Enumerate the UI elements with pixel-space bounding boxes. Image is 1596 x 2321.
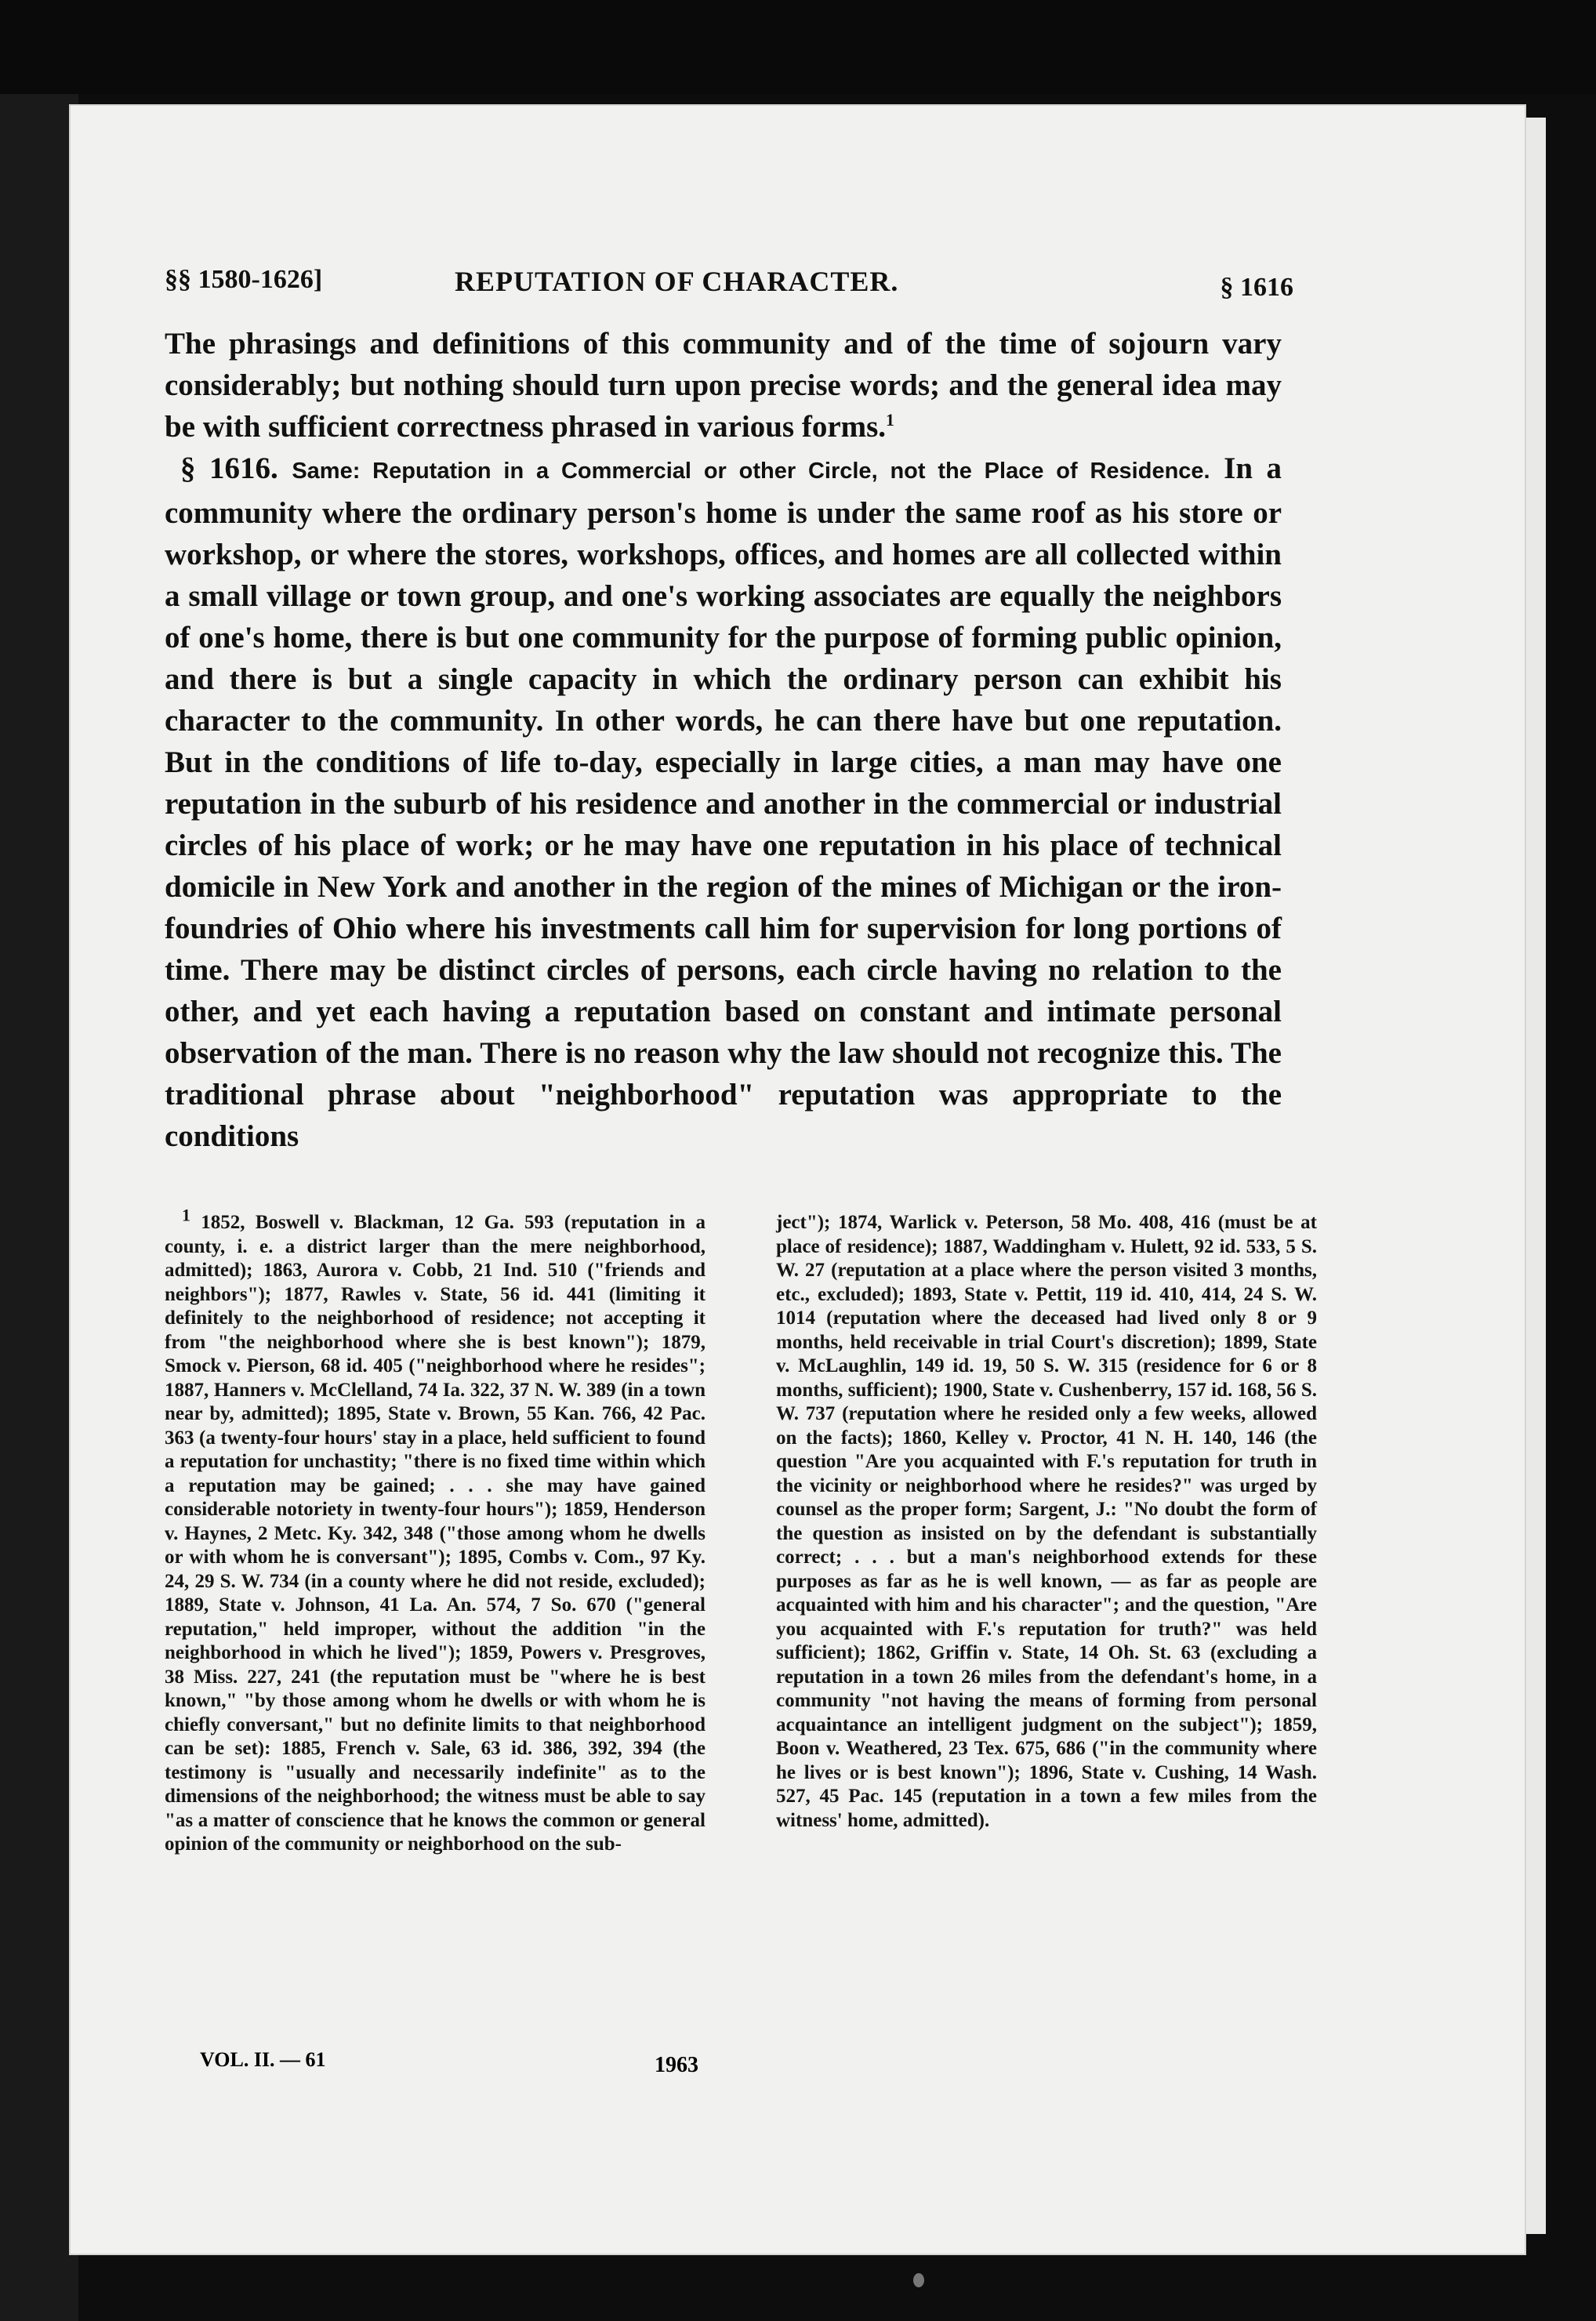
- header-title: REPUTATION OF CHARACTER.: [455, 266, 899, 297]
- footnote-reference: 1: [886, 410, 895, 430]
- section-paragraph: [165, 448, 1282, 1157]
- scan-border-top: [0, 0, 1596, 94]
- intro-paragraph: [165, 323, 1282, 448]
- scan-dust-mark: [913, 2273, 924, 2287]
- header-section-number: § 1616: [1220, 273, 1293, 302]
- footnote-mark: 1: [182, 1205, 190, 1225]
- footnote-column-right: [776, 1211, 1317, 1857]
- section-number: § 1616.: [180, 452, 278, 485]
- section-heading: Same: Reputation in a Commercial or other Circle, not the Place of Residence.: [292, 459, 1210, 484]
- running-header: [165, 259, 1293, 314]
- footnote-text-right: ject"); 1874, Warlick v. Peterson, 58 Mo. 408, 416 (must be at place of residence); 1887, Waddingham v. Hulett, 92 id. 533, 5 S. W. 27 (reputation at a place where the person visited 3 months, etc., excluded); 1893, State v. Pettit, 119 id. 410, 414, 24 S. W. 1014 (reputation where the deceased had lived only 8 or 9 months, held receivable in trial Court's discretion); 1899, State v. McLaughlin, 149 id. 19, 50 S. W. 315 (residence for 6 or 8 months, sufficient); 1900, State v. Cushenberry, 157 id. 168, 56 S. W. 737 (reputation where he resided only a few weeks, allowed on the facts); 1860, Kelley v. Proctor, 41 N. H. 140, 146 (the question "Are you acquainted with F.'s reputation for truth in the vicinity or neighborhood where he resides?" was urged by counsel as the proper form; Sargent, J.: "No doubt the form of the question as insisted on by the defendant is substantially correct; . . . but a man's neighborhood extends for these purposes as far as he is well known, — as far as people are acquainted with him and his character"; and the question, "Are you acquainted with F.'s reputation for truth?" was held sufficient); 1862, Griffin v. State, 14 Oh. St. 63 (excluding a reputation in a town 26 miles from the defendant's home, in a community "not having the means of forming from personal acquaintance an intelligent judgment on the subject"); 1859, Boon v. Weathered, 23 Tex. 675, 686 ("in the community where he lives or is best known"); 1896, State v. Cushing, 14 Wash. 527, 45 Pac. 145 (reputation in a town a few miles from the witness' home, admitted).: [776, 1212, 1317, 1831]
- body-text: [165, 323, 1282, 1157]
- footnote-text-left: 1852, Boswell v. Blackman, 12 Ga. 593 (reputation in a county, i. e. a district larger than the mere neighborhood, admitted); 1863, Aurora v. Cobb, 21 Ind. 510 ("friends and neighbors"); 1877, Rawles v. State, 56 id. 441 (limiting it definitely to the neighborhood of residence; not accepting it from "the neighborhood where she is best known"); 1879, Smock v. Pierson, 68 id. 405 ("neighborhood where he resides"; 1887, Hanners v. McClelland, 74 Ia. 322, 37 N. W. 389 (in a town near by, admitted); 1895, State v. Brown, 55 Kan. 766, 42 Pac. 363 (a twenty-four hours' stay in a place, held sufficient to found a reputation for unchastity; "there is no fixed time within which a reputation may be gained; . . . she may have gained considerable notoriety in twenty-four hours"); 1859, Henderson v. Haynes, 2 Metc. Ky. 342, 348 ("those among whom he dwells or with whom he is conversant"); 1895, Combs v. Com., 97 Ky. 24, 29 S. W. 734 (in a county where he did not reside, excluded); 1889, State v. Johnson, 41 La. An. 574, 7 So. 670 ("general reputation," held improper, without the addition "in the neighborhood in which he lived"); 1859, Powers v. Presgroves, 38 Miss. 227, 241 (the reputation must be "where he is best known," "by those among whom he dwells or with whom he is chiefly conversant," but no definite limits to that neighborhood can be set): 1885, French v. Sale, 63 id. 386, 392, 394 (the testimony is "usually and necessarily indefinite" as to the dimensions of the neighborhood; the witness must be able to say "as a matter of conscience that he knows the common or general opinion of the community or neighborhood on the sub-: [165, 1212, 706, 1855]
- scan-border-left: [0, 0, 78, 2321]
- footnote-column-left: [165, 1205, 706, 1857]
- page-number: 1963: [655, 2053, 698, 2077]
- book-page: [71, 106, 1525, 2254]
- footnotes: [165, 1205, 1317, 1857]
- volume-signature: VOL. II. — 61: [200, 2048, 326, 2071]
- intro-text: The phrasings and definitions of this community and of the time of sojourn vary considerably; but nothing should turn upon precise words; and the general idea may be with sufficient correctness phrased in various forms.: [165, 327, 1282, 444]
- main-text-block: [165, 259, 1293, 1157]
- section-text: In a community where the ordinary person's home is under the same roof as his store or workshop, or where the stores, workshops, offices, and homes are all collected within a small village or town group, and one's working associates are equally the neighbors of one's home, there is but one community for the purpose of forming public opinion, and there is but a single capacity in which the ordinary person can exhibit his character to the community. In other words, he can there have but one reputation. But in the conditions of life to-day, especially in large cities, a man may have one reputation in the suburb of his residence and another in the commercial or industrial circles of his place of work; or he may have one reputation in his place of technical domicile in New York and another in the region of the mines of Michigan or the iron-foundries of Ohio where his investments call him for supervision for long portions of time. There may be distinct circles of persons, each circle having no relation to the other, and yet each having a reputation based on constant and intimate personal observation of the man. There is no reason why the law should not recognize this. The traditional phrase about "neighborhood" reputation was appropriate to the conditions: [165, 452, 1282, 1153]
- header-section-range: §§ 1580-1626]: [165, 265, 323, 294]
